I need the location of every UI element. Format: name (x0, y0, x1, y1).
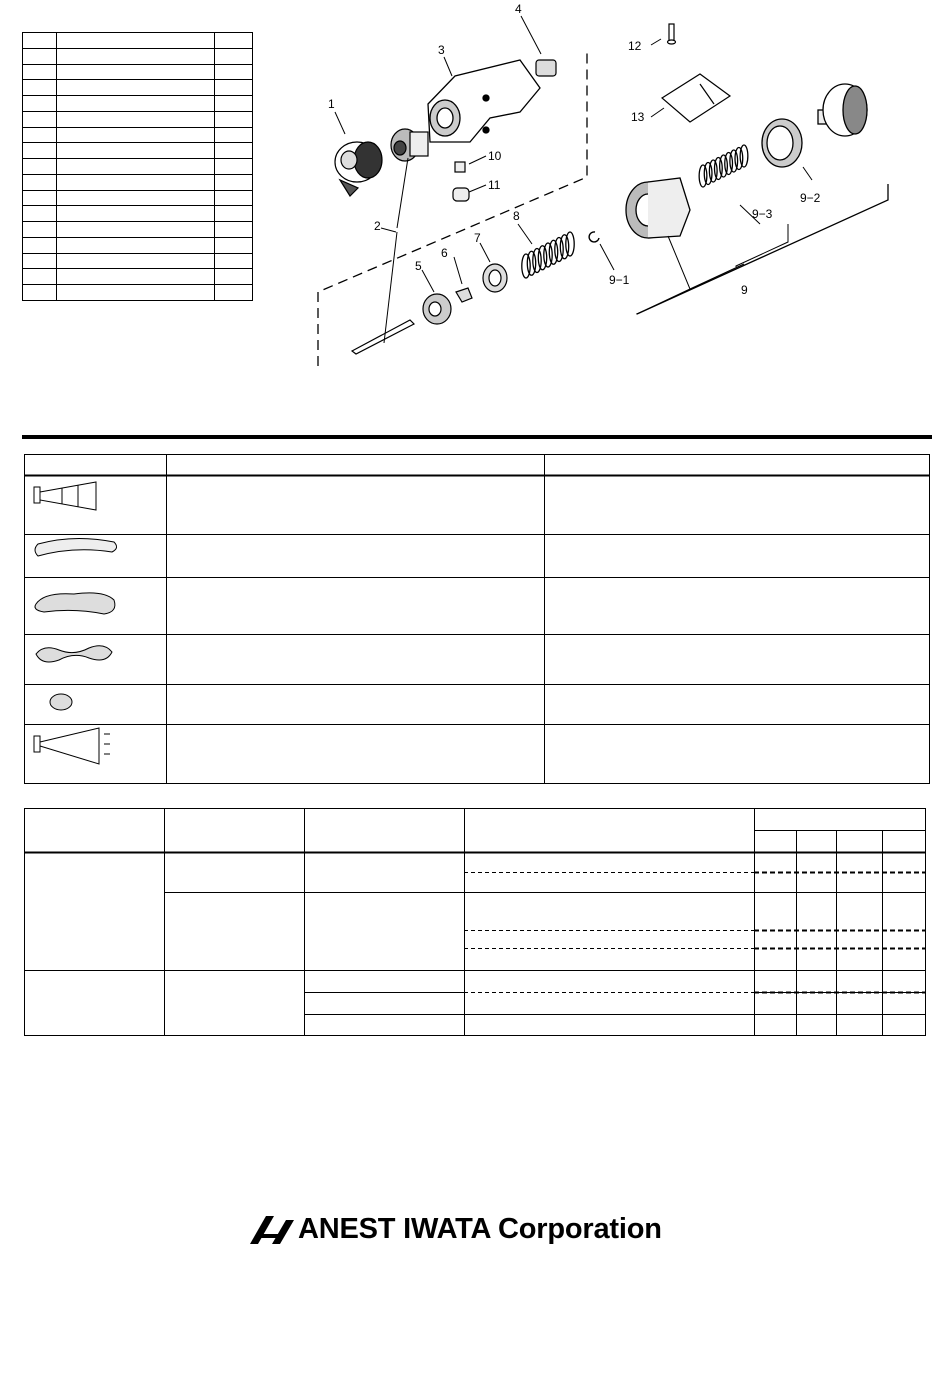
callout-number: 2 (374, 219, 381, 233)
spring-coil (720, 155, 728, 177)
air-cap-part (335, 142, 382, 196)
needle-part (352, 320, 414, 354)
callout-number: 9 (741, 283, 748, 297)
pattern-spitting-icon (34, 728, 110, 764)
anest-iwata-logo-icon (250, 1216, 294, 1244)
pin-part (668, 24, 676, 44)
spring-coil (522, 254, 530, 278)
gun-body-part (428, 60, 540, 142)
parts-list-table (22, 32, 253, 301)
callout-number: 4 (515, 2, 522, 16)
assembly-guide-lines (318, 52, 888, 366)
section-divider (22, 435, 932, 439)
spring-coil (527, 251, 535, 275)
fitting-part (536, 60, 556, 76)
knob-part (818, 84, 867, 136)
callout-number: 3 (438, 43, 445, 57)
spring-part (522, 232, 574, 278)
callout-number: 11 (488, 178, 501, 192)
spring-coil (560, 235, 568, 259)
callout-number: 8 (513, 209, 520, 223)
callout-number: 7 (474, 231, 481, 245)
troubleshooting-table (24, 454, 930, 784)
callout-number: 10 (488, 149, 502, 163)
callout-number: 1 (328, 97, 335, 111)
exploded-parts-diagram (300, 0, 920, 380)
spring-coil (735, 148, 743, 170)
spring-coil (566, 232, 574, 256)
spring-coil (740, 145, 748, 167)
label-part (662, 74, 730, 122)
spring-coil (544, 243, 552, 267)
callout-number: 13 (631, 110, 645, 124)
adjuster-part (626, 178, 690, 238)
nozzle-part (391, 129, 428, 161)
pattern-split-icon (36, 646, 112, 662)
spray-pattern-fan-icon (34, 482, 96, 510)
specification-table (24, 808, 926, 1036)
spring-coil (549, 240, 557, 264)
spring-coil (704, 163, 712, 185)
callout-number: 9−3 (752, 207, 773, 221)
company-name: ANEST IWATA Corporation (298, 1213, 662, 1245)
spring-coil (533, 249, 541, 273)
pattern-heavy-center-icon (50, 694, 72, 710)
spring-coil (709, 160, 717, 182)
spring-coil (555, 238, 563, 262)
spring-coil (699, 165, 707, 187)
callout-number: 12 (628, 39, 642, 53)
packing-parts (423, 264, 507, 324)
callout-number: 9−2 (800, 191, 821, 205)
callout-number: 6 (441, 246, 448, 260)
spring-coil (725, 153, 733, 175)
spring-coil (715, 158, 723, 180)
clip-part (589, 232, 599, 242)
spring-coil (730, 150, 738, 172)
adjuster-spring-part (699, 145, 748, 187)
ring-part (762, 119, 802, 167)
callout-number: 5 (415, 259, 422, 273)
company-logo (250, 1210, 700, 1252)
spring-coil (538, 246, 546, 270)
pattern-curved-icon (35, 538, 117, 556)
pattern-heavy-end-icon (35, 593, 115, 614)
small-parts (453, 162, 469, 201)
callout-number: 9−1 (609, 273, 630, 287)
